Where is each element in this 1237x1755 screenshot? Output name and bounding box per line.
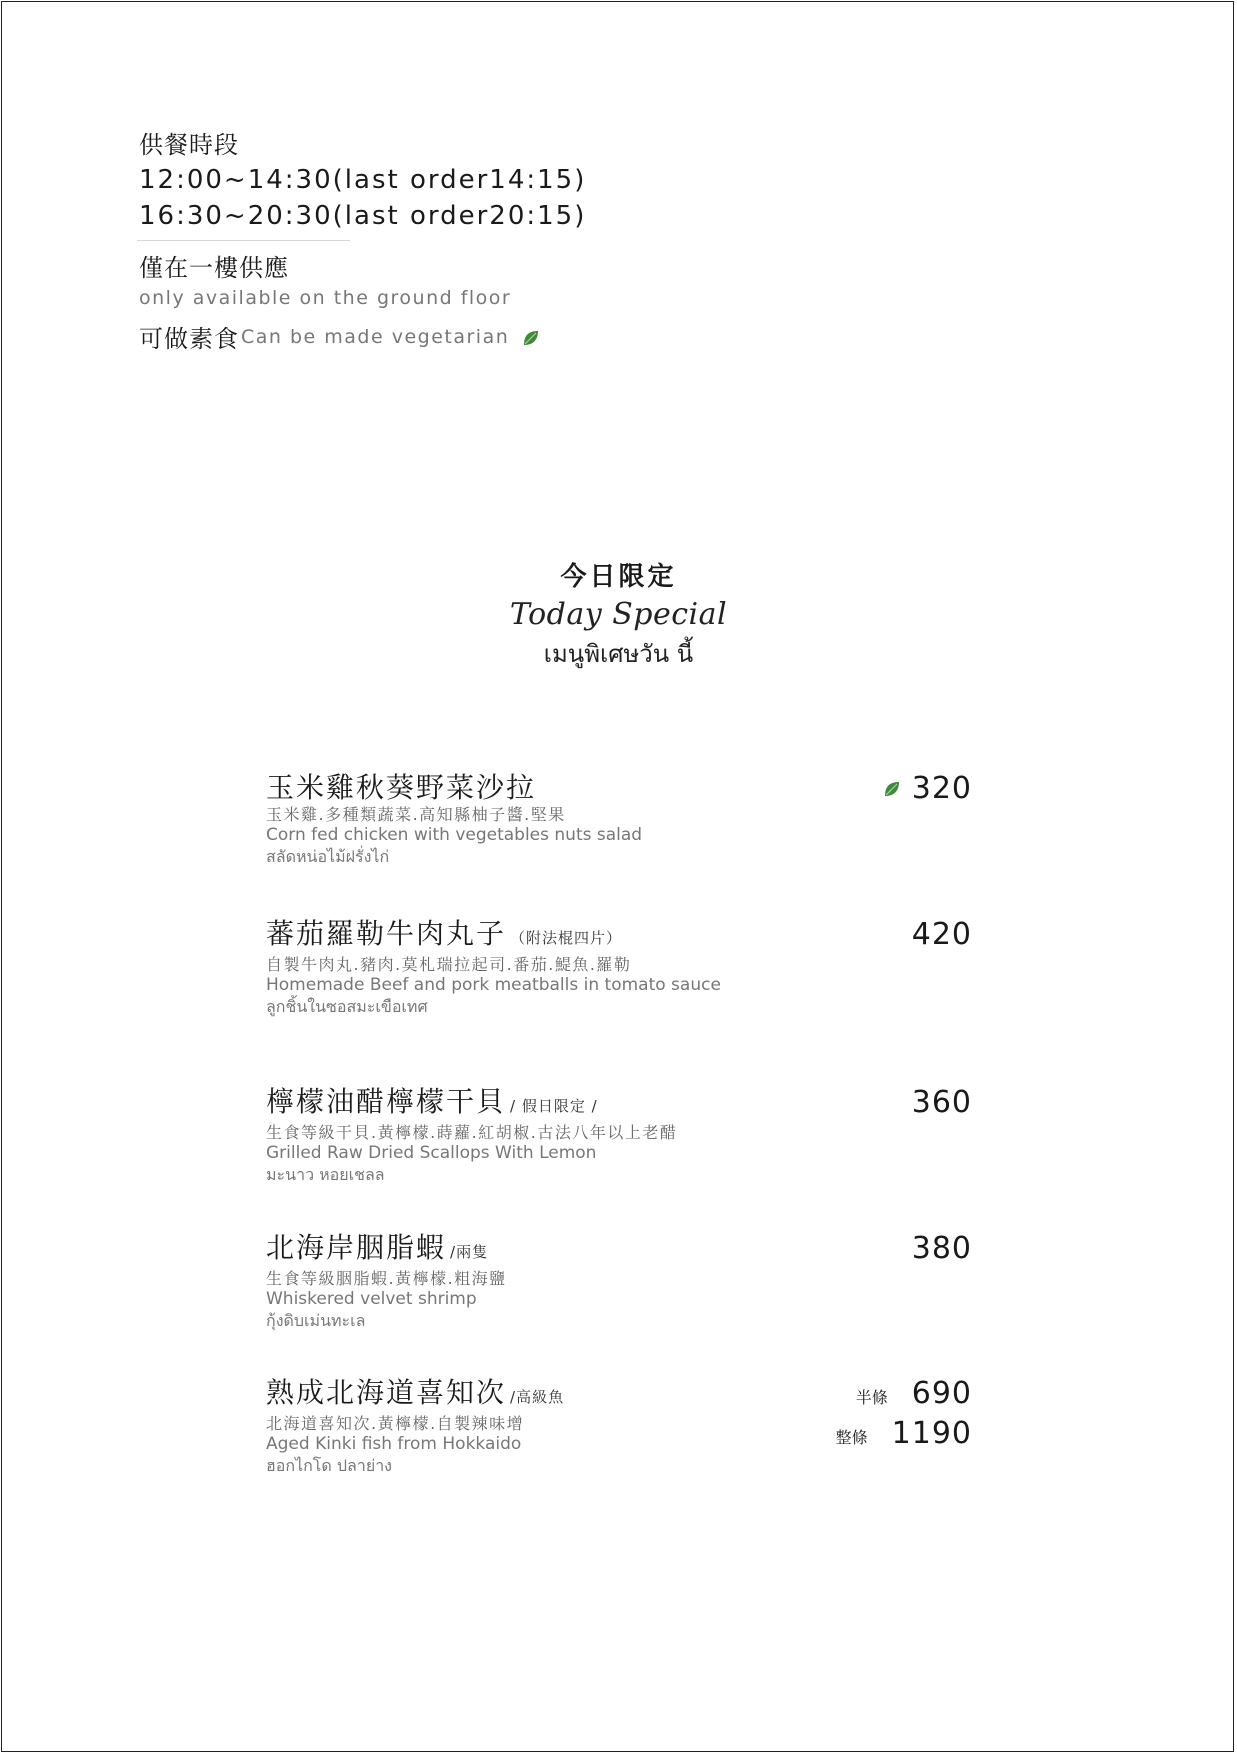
item-note: / 假日限定 / — [510, 1097, 598, 1115]
item-name-en: Grilled Raw Dried Scallops With Lemon — [266, 1143, 597, 1163]
item-price: 380 — [911, 1231, 972, 1266]
price-label: 整條 — [835, 1428, 868, 1447]
item-price: 690 — [911, 1376, 972, 1411]
item-ingredients: 生食等級胭脂蝦.黃檸檬.粗海鹽 — [266, 1269, 507, 1288]
service-hours-title: 供餐時段 — [139, 131, 239, 159]
price-whole — [836, 1416, 972, 1451]
menu-item — [266, 1231, 972, 1331]
ground-floor-note-zh: 僅在一樓供應 — [139, 254, 289, 282]
ground-floor-note-en: only available on the ground floor — [139, 287, 512, 309]
item-name-row — [266, 1085, 972, 1123]
service-info — [139, 128, 586, 354]
special-title-zh: 今日限定 — [560, 562, 677, 592]
service-hours-lunch: 12:00~14:30(last order14:15) — [139, 165, 587, 195]
leaf-icon — [521, 328, 541, 348]
item-note: （附法棍四片） — [510, 929, 623, 947]
item-name-en: Aged Kinki fish from Hokkaido — [266, 1434, 522, 1454]
item-name-th: มะนาว หอยเชลล — [266, 1165, 385, 1184]
item-price: 420 — [911, 917, 972, 952]
item-name: 北海岸胭脂蝦 — [266, 1231, 447, 1264]
service-hours-dinner: 16:30~20:30(last order20:15) — [139, 201, 587, 231]
item-name: 玉米雞秋葵野菜沙拉 — [266, 771, 537, 804]
menu-item — [266, 1085, 972, 1185]
menu-item — [266, 917, 972, 1017]
divider — [137, 240, 350, 241]
item-name-th: กุ้งดิบเม่นทะเล — [266, 1311, 366, 1330]
today-special-heading — [0, 556, 1237, 673]
item-note: /兩隻 — [450, 1243, 489, 1261]
menu-item — [266, 771, 972, 867]
item-name-en: Whiskered velvet shrimp — [266, 1289, 477, 1309]
price-label: 半條 — [855, 1388, 888, 1407]
item-name: 檸檬油醋檸檬干貝 — [266, 1085, 507, 1118]
item-note: /高級魚 — [510, 1388, 565, 1406]
item-ingredients: 自製牛肉丸.豬肉.莫札瑞拉起司.番茄.鯷魚.羅勒 — [266, 955, 632, 974]
item-name-row — [266, 1231, 972, 1269]
item-ingredients: 生食等級干貝.黃檸檬.蒔蘿.紅胡椒.古法八年以上老醋 — [266, 1123, 678, 1142]
special-title-en: Today Special — [509, 597, 728, 632]
item-name-row — [266, 917, 972, 955]
item-name: 熟成北海道喜知次 — [266, 1376, 507, 1409]
vegetarian-label-zh: 可做素食 — [139, 325, 239, 353]
item-ingredients: 北海道喜知次.黃檸檬.自製辣味增 — [266, 1414, 525, 1433]
item-ingredients: 玉米雞.多種類蔬菜.高知縣柚子醬.堅果 — [266, 805, 566, 824]
vegetarian-label-en: Can be made vegetarian — [241, 325, 510, 348]
item-name-en: Homemade Beef and pork meatballs in tomato sauce — [266, 975, 721, 995]
item-name-th: ลูกชิ้นในซอสมะเขือเทศ — [266, 997, 428, 1016]
vegetarian-legend — [139, 319, 586, 354]
item-name-en: Corn fed chicken with vegetables nuts salad — [266, 825, 643, 845]
special-title-th: เมนูพิเศษวัน นี้ — [543, 640, 694, 668]
item-name-th: สลัดหน่อไม้ฝรั่งไก่ — [266, 847, 390, 866]
item-name: 蕃茄羅勒牛肉丸子 — [266, 917, 507, 950]
item-price: 1190 — [891, 1416, 972, 1451]
leaf-icon — [882, 779, 902, 799]
item-name-th: ฮอกไกโด ปลาย่าง — [266, 1456, 392, 1475]
item-price: 320 — [911, 771, 972, 806]
price-half — [856, 1376, 972, 1411]
item-price: 360 — [911, 1085, 972, 1120]
menu-item — [266, 1376, 972, 1476]
